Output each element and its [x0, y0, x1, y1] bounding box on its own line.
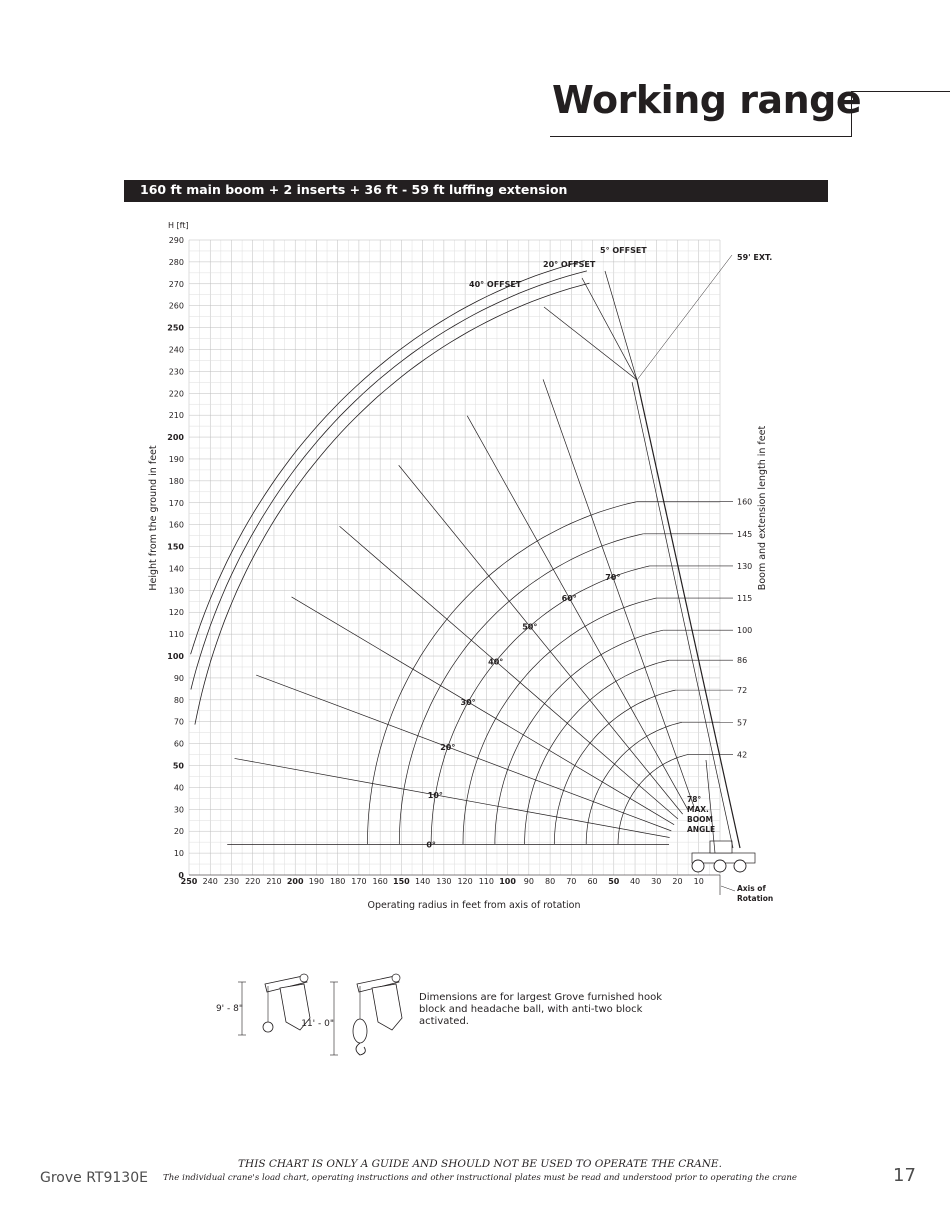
- boom-angle-label: 10°: [427, 790, 443, 800]
- y-tick-label: 80: [173, 695, 184, 705]
- configuration-banner-text: 160 ft main boom + 2 inserts + 36 ft - 59 ft luffing extension: [140, 182, 568, 197]
- axis-of-rotation-label: Rotation: [737, 894, 774, 903]
- x-tick-label: 20: [672, 877, 683, 886]
- x-tick-label: 220: [245, 877, 261, 886]
- axis-of-rotation-leader: [721, 886, 735, 891]
- boom-length-label: 42: [737, 750, 748, 760]
- boom-arc: [460, 598, 657, 844]
- max-boom-angle-label: BOOM: [687, 815, 713, 824]
- x-tick-label: 110: [478, 877, 495, 886]
- max-boom-angle-label: MAX.: [687, 805, 709, 814]
- extension-curves: [191, 255, 732, 725]
- crane-wheel: [734, 860, 746, 872]
- boom-angle-label: 50°: [522, 622, 538, 632]
- y-tick-label: 100: [167, 652, 184, 662]
- max-boom-angle-label: ANGLE: [687, 825, 716, 834]
- x-tick-label: 150: [393, 877, 410, 886]
- hook-dimension-label: 11' - 0": [301, 1019, 334, 1029]
- boom-length-label: 160: [737, 497, 753, 507]
- sheave: [300, 974, 308, 982]
- y-tick-label: 120: [168, 608, 184, 618]
- boom-angle-label: 30°: [460, 698, 476, 708]
- x-axis-title: Operating radius in feet from axis of rotation: [367, 900, 581, 911]
- boom-length-label: 115: [737, 594, 753, 604]
- extension-jib-line: [582, 278, 637, 380]
- hook-block-drawings: [216, 974, 402, 1055]
- y-tick-label: 250: [167, 323, 184, 333]
- y-tick-label: 170: [168, 498, 184, 508]
- x-tick-label: 70: [566, 877, 577, 886]
- x-tick-label: 140: [414, 877, 431, 886]
- boom-arc: [586, 722, 682, 844]
- x-tick-label: 180: [330, 877, 346, 886]
- headache-ball: [263, 1022, 273, 1032]
- x-tick-label: 200: [286, 877, 304, 886]
- y-tick-label: 260: [168, 301, 184, 311]
- boom-angle-label: 0°: [426, 840, 436, 850]
- y-tick-label: 280: [168, 257, 184, 267]
- boom-angle-label: 20°: [440, 742, 456, 752]
- x-tick-label: 240: [202, 877, 218, 886]
- x-tick-label: 160: [372, 877, 388, 886]
- hook-block-note: Dimensions are for largest Grove furnished hook block and headache ball, with anti-two block activated.: [419, 992, 662, 1027]
- y-tick-label: 210: [168, 411, 184, 421]
- y-tick-label: 40: [173, 783, 184, 793]
- footer-brand: Grove RT9130E: [40, 1170, 148, 1186]
- boom-angle-label: 70°: [605, 572, 621, 582]
- y-tick-label: 90: [173, 673, 184, 683]
- page-title: Working range: [552, 78, 862, 122]
- extension-label: 59' EXT.: [737, 253, 773, 262]
- x-tick-label: 60: [587, 877, 598, 886]
- extension-envelope: [191, 261, 585, 655]
- boom-angle-line: [340, 526, 678, 819]
- max-boom-angle-label: 78°: [687, 795, 702, 804]
- extension-jib-line: [605, 271, 637, 380]
- boom-angle-label: 40°: [488, 657, 504, 667]
- boom-arc: [525, 660, 670, 844]
- boom-angle-line: [235, 758, 670, 837]
- x-tick-label: 80: [544, 877, 556, 886]
- crane-boom: [632, 382, 733, 848]
- y-tick-label: 180: [168, 476, 184, 486]
- x-tick-label: 100: [499, 877, 516, 886]
- y-tick-label: 150: [167, 542, 184, 552]
- x-tick-label: 250: [180, 877, 198, 886]
- boom-length-label: 145: [737, 529, 753, 539]
- y-tick-label: 240: [168, 345, 184, 355]
- boom-length-label: 130: [737, 561, 753, 571]
- y-tick-label: 140: [168, 564, 184, 574]
- x-tick-label: 210: [266, 877, 282, 886]
- sheave: [392, 974, 400, 982]
- boom-length-label: 57: [737, 718, 748, 728]
- y-tick-label: 10: [173, 849, 184, 859]
- crane-wheel: [714, 860, 726, 872]
- x-tick-label: 130: [436, 877, 452, 886]
- crane-wheel: [692, 860, 704, 872]
- extension-jib-line: [637, 255, 732, 380]
- y-tick-label: 110: [168, 630, 184, 640]
- y-tick-label: 270: [168, 279, 184, 289]
- boom-arc: [554, 690, 675, 844]
- hook-dimension-label: 9' - 8": [215, 1004, 243, 1014]
- boom-length-label: 86: [737, 656, 748, 666]
- x-tick-label: 190: [308, 877, 325, 886]
- boom-arc: [367, 502, 636, 845]
- offset-label: 5° OFFSET: [600, 246, 647, 255]
- x-tick-label: 10: [693, 877, 704, 886]
- hook: [356, 1043, 365, 1055]
- crane-boom: [637, 380, 740, 848]
- y-axis-title: Height from the ground in feet: [148, 445, 159, 591]
- offset-label: 20° OFFSET: [543, 260, 596, 269]
- y-tick-label: 60: [173, 739, 184, 749]
- y-tick-label: 290: [168, 236, 184, 245]
- x-tick-label: 120: [457, 877, 473, 886]
- extension-jib-line: [544, 307, 637, 380]
- boom-length-label: 72: [737, 686, 748, 696]
- y-tick-label: 190: [168, 454, 184, 464]
- boom-arc: [495, 630, 663, 844]
- axis-of-rotation-label: Axis of: [737, 884, 766, 893]
- y-tick-label: 200: [167, 433, 184, 443]
- x-tick-label: 40: [629, 877, 641, 886]
- boom-arc: [618, 754, 689, 844]
- chart-grid: [189, 240, 720, 875]
- x-tick-label: 50: [608, 877, 620, 886]
- disclaimer-line-1: THIS CHART IS ONLY A GUIDE AND SHOULD NOT BE USED TO OPERATE THE CRANE.: [238, 1158, 722, 1170]
- boom-angle-line: [399, 465, 683, 814]
- x-tick-label: 90: [523, 877, 534, 886]
- offset-label: 40° OFFSET: [469, 280, 522, 289]
- boom-angle-line: [467, 416, 688, 810]
- x-tick-label: 30: [651, 877, 662, 886]
- disclaimer-line-2: The individual crane's load chart, operating instructions and other instructional plates must be read and understood prior to operating the crane: [163, 1173, 797, 1183]
- y-tick-label: 160: [168, 520, 184, 530]
- y-tick-label: 70: [173, 717, 184, 727]
- page-number: 17: [893, 1165, 916, 1186]
- x-tick-label: 170: [351, 877, 367, 886]
- crane-cab: [710, 841, 732, 853]
- y-tick-label: 0: [178, 871, 184, 880]
- boom-nose: [372, 984, 402, 1030]
- hook-block: [353, 1019, 367, 1043]
- y2-axis-title: Boom and extension length in feet: [757, 425, 768, 591]
- x-tick-label: 230: [223, 877, 240, 886]
- y-axis-unit: H [ft]: [168, 221, 189, 230]
- y-tick-label: 20: [173, 827, 184, 837]
- y-tick-label: 30: [173, 805, 184, 815]
- y-tick-label: 130: [168, 586, 184, 596]
- boom-length-label: 100: [737, 626, 753, 636]
- boom-angle-label: 60°: [561, 593, 577, 603]
- y-tick-label: 50: [172, 761, 184, 771]
- y-tick-label: 220: [168, 389, 184, 399]
- y-tick-label: 230: [168, 367, 184, 377]
